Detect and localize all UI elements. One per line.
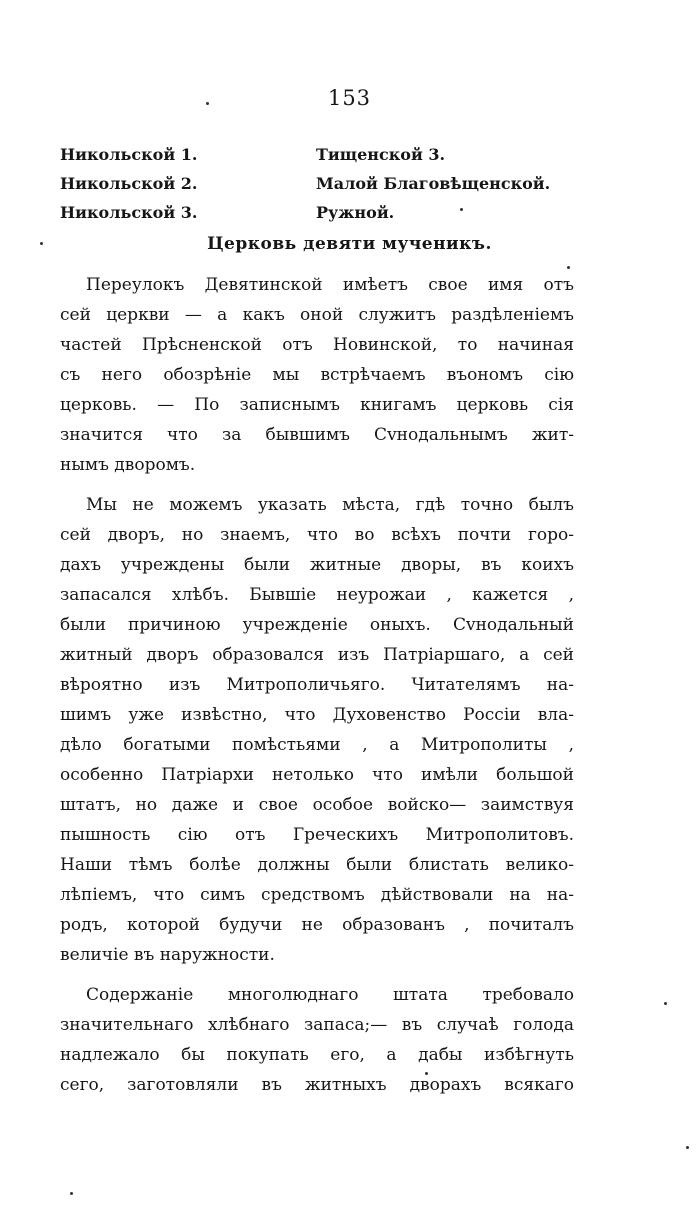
- body-text: [60, 270, 574, 1100]
- text-line: значится что за бывшимъ Сvнодальнымъ жит-: [60, 425, 574, 445]
- scan-speck: [425, 1072, 428, 1075]
- church-item: Никольской 2.: [60, 174, 198, 193]
- text-line: были причиною учрежденіе оныхъ. Сvнодальный: [60, 615, 574, 635]
- scan-speck: [206, 102, 209, 105]
- text-line: житный дворъ образовался изъ Патріаршаго, а сей: [60, 645, 574, 665]
- church-item: Тищенской 3.: [316, 145, 446, 164]
- church-list-right-column: [316, 140, 550, 227]
- scan-speck: [70, 1192, 73, 1195]
- text-line: церковь. — По записнымъ книгамъ церковь сія: [60, 395, 574, 415]
- church-item: Никольской 1.: [60, 145, 198, 164]
- text-line: Содержаніе многолюднаго штата требовало: [86, 985, 574, 1005]
- text-line: съ него обозрѣніе мы встрѣчаемъ въономъ сію: [60, 365, 574, 385]
- church-list-left-column: [60, 140, 197, 227]
- church-item: Никольской 3.: [60, 203, 198, 222]
- scan-speck: [686, 1146, 689, 1149]
- scan-speck: [664, 1002, 667, 1005]
- text-line: Переулокъ Девятинской имѣетъ свое имя отъ: [86, 275, 574, 295]
- text-line: сего, заготовляли въ житныхъ дворахъ всякаго: [60, 1075, 574, 1095]
- text-line: величіе въ наружности.: [60, 945, 275, 965]
- text-line: шимъ уже извѣстно, что Духовенство Россіи вла-: [60, 705, 574, 725]
- text-line: частей Прѣсненской отъ Новинской, то начиная: [60, 335, 574, 355]
- scan-speck: [40, 242, 43, 245]
- page-number: 153: [327, 86, 372, 110]
- scan-speck: [567, 266, 570, 269]
- text-line: лѣпіемъ, что симъ средствомъ дѣйствовали на на-: [60, 885, 574, 905]
- text-line: нымъ дворомъ.: [60, 455, 196, 475]
- text-line: вѣроятно изъ Митрополичьяго. Читателямъ на-: [60, 675, 574, 695]
- paragraph-gap: [60, 970, 574, 980]
- church-item: Ружной.: [316, 203, 395, 222]
- paragraph-gap: [60, 480, 574, 490]
- text-line: родъ, которой будучи не образованъ , почиталъ: [60, 915, 574, 935]
- text-line: запасался хлѣбъ. Бывшіе неурожаи , кажется ,: [60, 585, 574, 605]
- text-line: сей церкви — а какъ оной служитъ раздѣленіемъ: [60, 305, 574, 325]
- text-line: штатъ, но даже и свое особое войско— заимствуя: [60, 795, 574, 815]
- text-line: особенно Патріархи нетолько что имѣли большой: [60, 765, 574, 785]
- text-line: дахъ учреждены были житные дворы, въ коихъ: [60, 555, 574, 575]
- scan-speck: [460, 208, 463, 211]
- text-line: дѣло богатыми помѣстьями , а Митрополиты ,: [60, 735, 574, 755]
- section-heading: Церковь девяти мученикъ.: [207, 234, 492, 254]
- text-line: Мы не можемъ указать мѣста, гдѣ точно былъ: [86, 495, 574, 515]
- text-line: значительнаго хлѣбнаго запаса;— въ случаѣ голода: [60, 1015, 574, 1035]
- text-line: пышность сію отъ Греческихъ Митрополитовъ.: [60, 825, 574, 845]
- text-line: надлежало бы покупать его, а дабы избѣгнуть: [60, 1045, 574, 1065]
- church-item: Малой Благовѣщенской.: [316, 174, 551, 193]
- text-line: сей дворъ, но знаемъ, что во всѣхъ почти горо-: [60, 525, 574, 545]
- text-line: Наши тѣмъ болѣе должны были блистать велико-: [60, 855, 574, 875]
